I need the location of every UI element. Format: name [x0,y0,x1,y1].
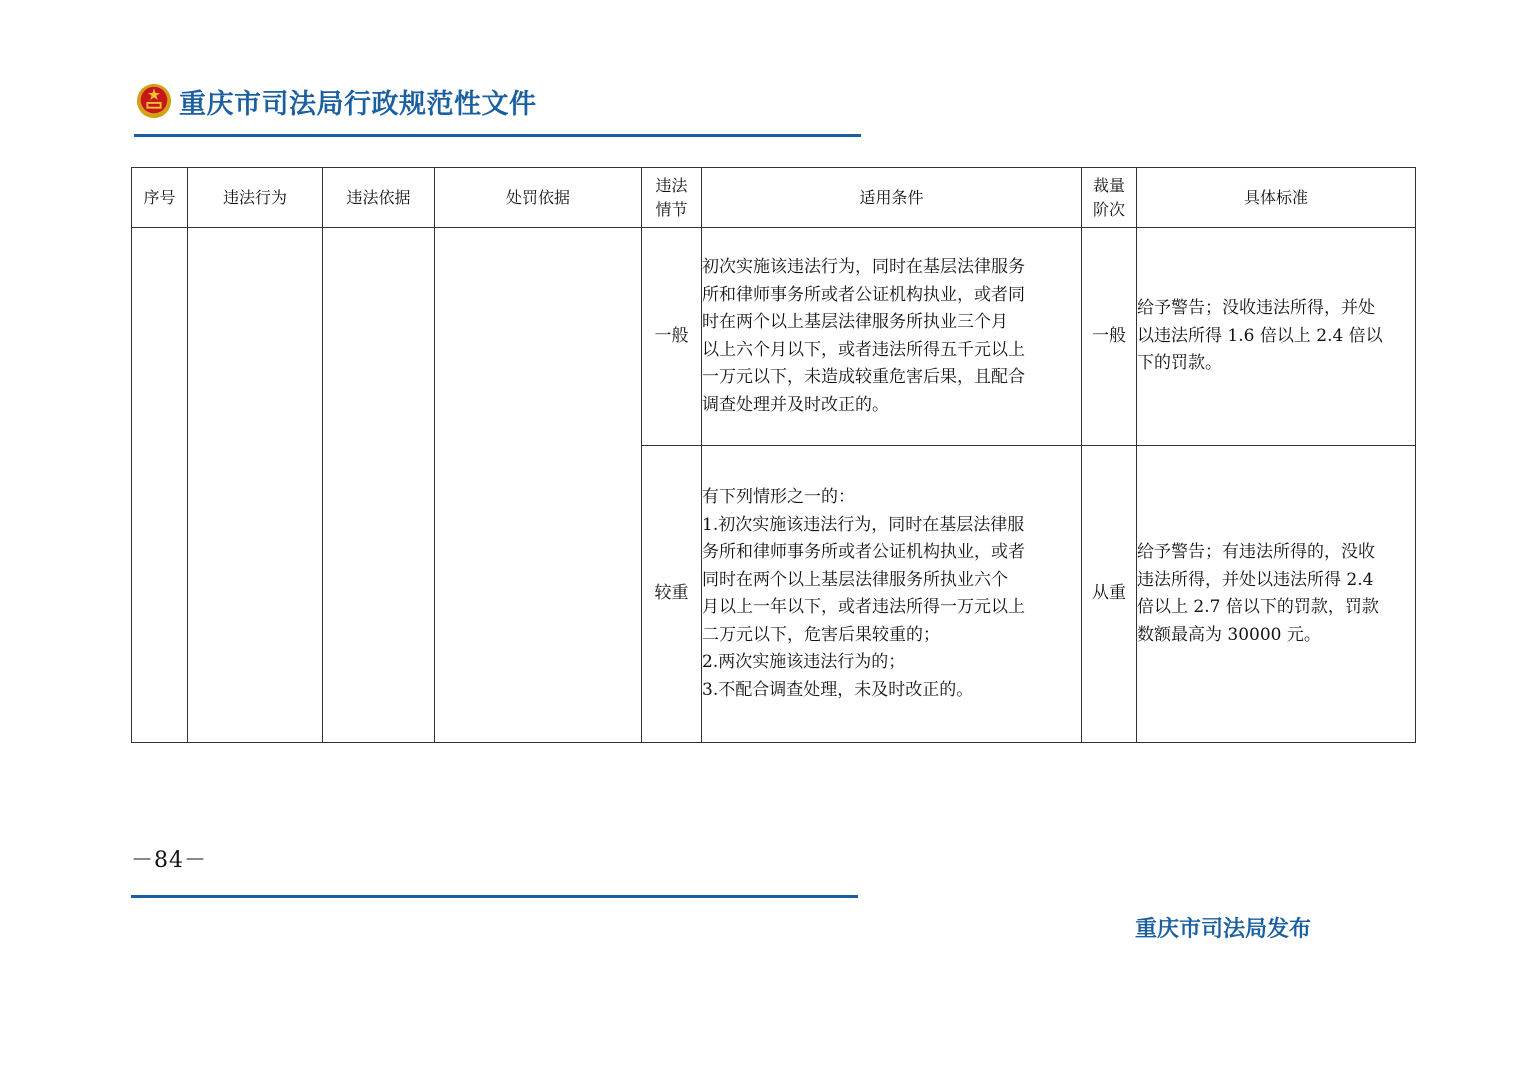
penalty-basis-cell [435,228,642,743]
publisher-label: 重庆市司法局发布 [1135,917,1312,942]
violation-cell [188,228,323,743]
level-cell: 一般 [1082,228,1137,446]
table-row [132,228,1416,446]
footer-rule [131,895,858,898]
col-header-violation: 违法行为 [188,168,323,228]
circumstance-cell: 一般 [642,228,702,446]
col-header-circumstance: 违法 情节 [642,168,702,228]
document-header [135,78,537,124]
violation-basis-cell [323,228,435,743]
standard-cell: 给予警告；没收违法所得，并处 以违法所得 1.6 倍以上 2.4 倍以 下的罚款。 [1137,228,1416,446]
circumstance-cell: 较重 [642,446,702,743]
col-header-serial: 序号 [132,168,188,228]
col-header-violation-basis: 违法依据 [323,168,435,228]
serial-cell [132,228,188,743]
conditions-cell: 有下列情形之一的： 1.初次实施该违法行为，同时在基层法律服 务所和律师事务所或者公证机构执业，或者 同时在两个以上基层法律服务所执业六个 月以上一年以下，或者违法所得一万元以上 二万元以下，危害后果较重的； 2.两次实施该违法行为的； 3.不配合调查处理，未及时改正的。 [702,446,1082,743]
level-cell: 从重 [1082,446,1137,743]
header-rule [134,134,861,137]
conditions-cell: 初次实施该违法行为，同时在基层法律服务 所和律师事务所或者公证机构执业，或者同 时在两个以上基层法律服务所执业三个月 以上六个月以下，或者违法所得五千元以上 一万元以下，未造成较重危害后果，且配合 调查处理并及时改正的。 [702,228,1082,446]
col-header-conditions: 适用条件 [702,168,1082,228]
discretion-standards-table [131,167,1416,743]
national-emblem-icon [135,82,173,120]
col-header-standard: 具体标准 [1137,168,1416,228]
standard-cell: 给予警告；有违法所得的，没收 违法所得，并处以违法所得 2.4 倍以上 2.7 倍以下的罚款，罚款 数额最高为 30000 元。 [1137,446,1416,743]
table-header-row [132,168,1416,228]
col-header-penalty-basis: 处罚依据 [435,168,642,228]
col-header-level: 裁量 阶次 [1082,168,1137,228]
page-number: －84－ [131,848,207,873]
document-series-title: 重庆市司法局行政规范性文件 [179,88,537,120]
